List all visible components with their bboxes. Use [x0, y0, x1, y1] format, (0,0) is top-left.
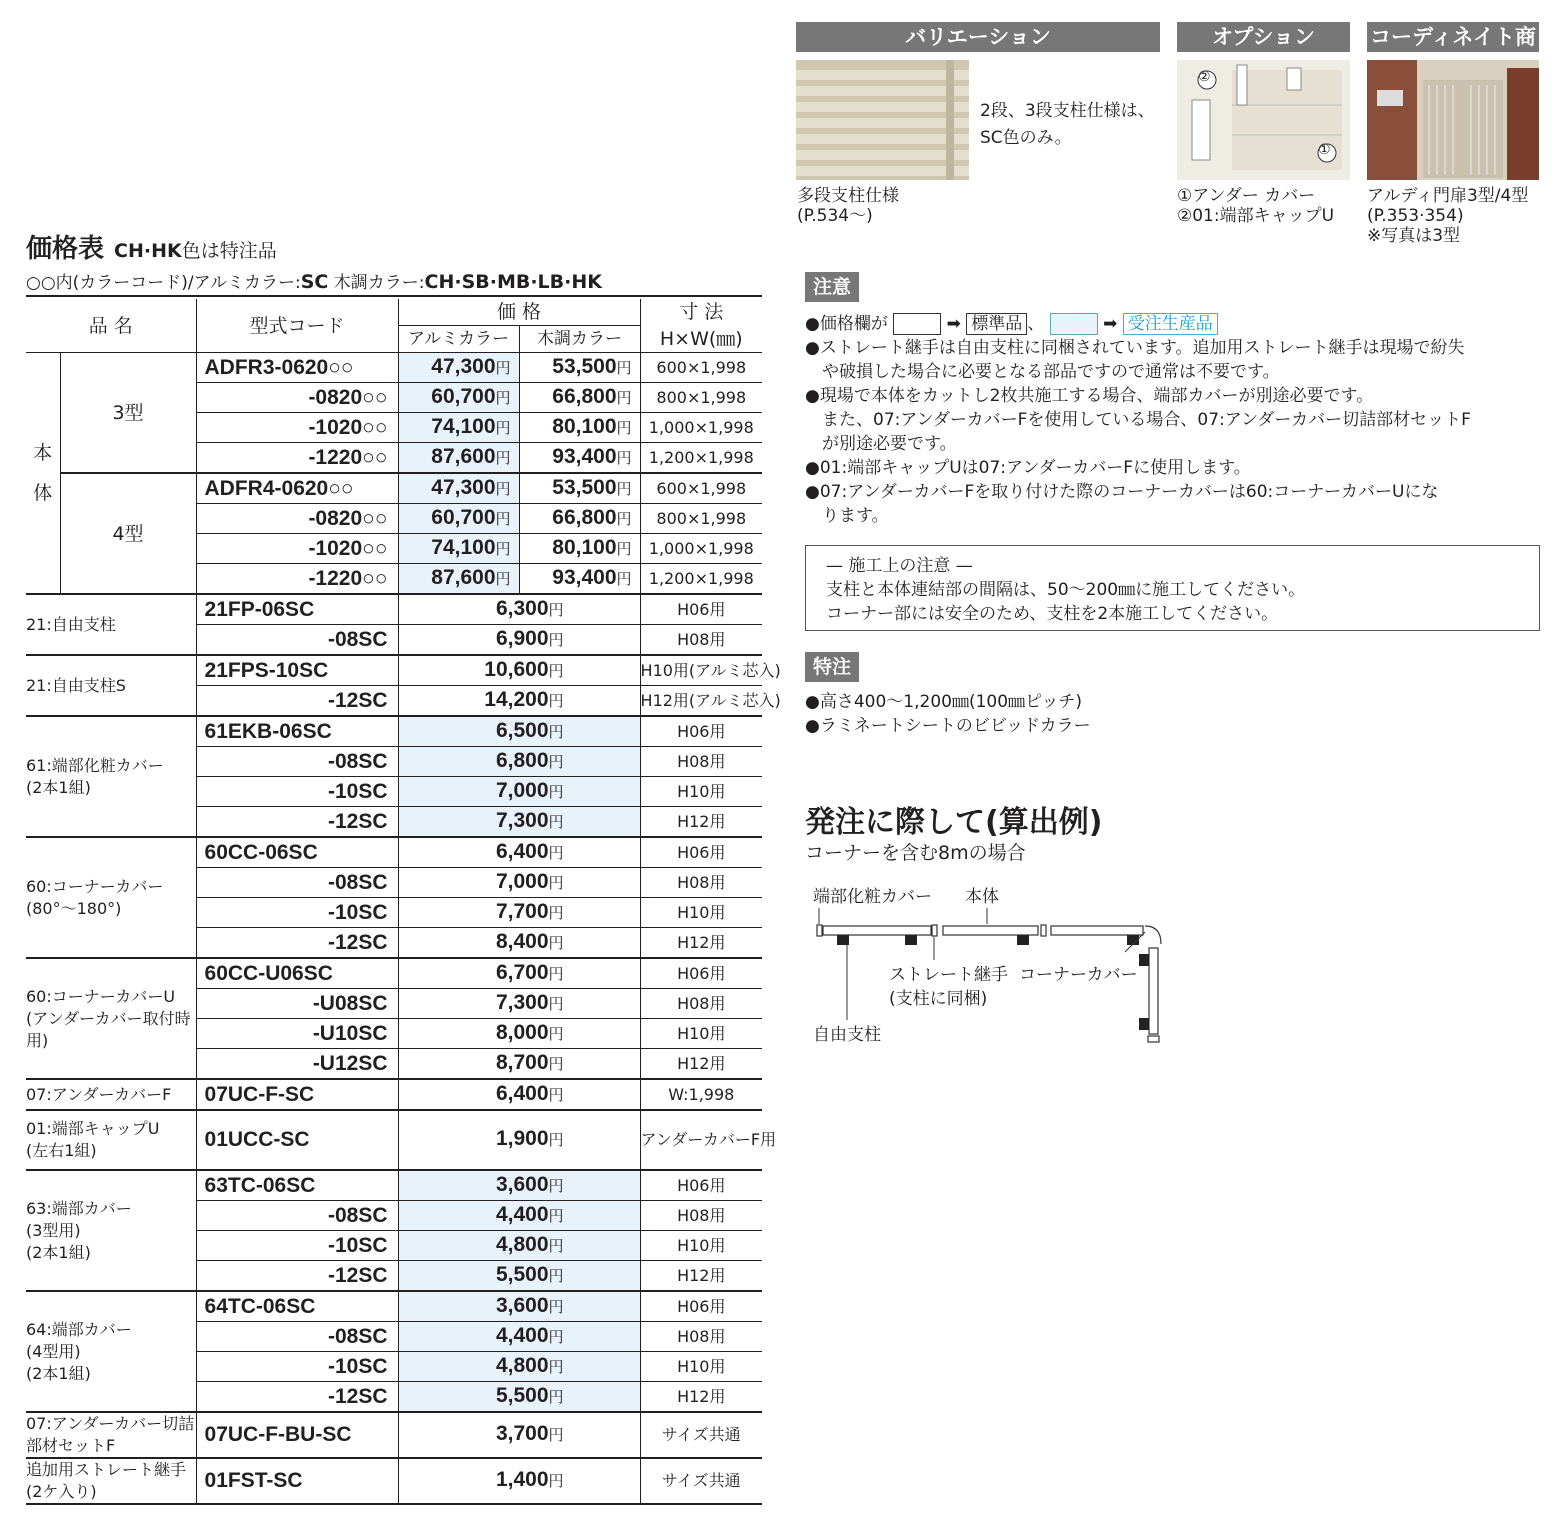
part-name: 07:アンダーカバー切詰部材セットF — [26, 1412, 196, 1458]
type4-label: 4型 — [60, 473, 196, 594]
option-photo — [1177, 60, 1350, 180]
caution-line: ●07:アンダーカバーFを取り付けた際のコーナーカバーは60:コーナーカバーUにな — [805, 482, 1439, 502]
model-code: 01UCC-SC — [196, 1110, 398, 1170]
price-wood: 80,100円 — [519, 534, 640, 564]
price-wood: 66,800円 — [519, 383, 640, 413]
model-code: 21FPS-10SC — [196, 655, 398, 686]
price: 14,200円 — [398, 686, 640, 717]
price: 7,000円 — [398, 777, 640, 807]
price: 6,900円 — [398, 625, 640, 656]
variation-photo — [796, 60, 969, 180]
header-size-unit: H×W(㎜) — [640, 326, 762, 353]
price: 4,800円 — [398, 1352, 640, 1382]
group-label-body: 本体 — [26, 353, 60, 595]
size: H10用 — [640, 1019, 762, 1049]
price-alu: 74,100円 — [398, 534, 519, 564]
size: H12用 — [640, 1049, 762, 1080]
order-example-title: 発注に際して(算出例) — [805, 805, 1103, 840]
order-tag: 受注生産品 — [1123, 313, 1218, 335]
model-code: -U10SC — [196, 1019, 398, 1049]
table-row — [26, 716, 762, 747]
size: 800×1,998 — [640, 504, 762, 534]
table-row — [26, 1458, 762, 1504]
price: 6,500円 — [398, 716, 640, 747]
price: 3,600円 — [398, 1170, 640, 1201]
part-name: 63:端部カバー (3型用) (2本1組) — [26, 1170, 196, 1291]
size: 800×1,998 — [640, 383, 762, 413]
price-wood: 53,500円 — [519, 353, 640, 383]
model-code: -1020○○ — [196, 534, 398, 564]
order-diagram — [805, 880, 1175, 1060]
marker-1: ① — [1318, 142, 1331, 158]
model-code: 60CC-U06SC — [196, 958, 398, 989]
price: 10,600円 — [398, 655, 640, 686]
caution-legend: ●価格欄が ➡ 標準品 、 ➡ 受注生産品 — [805, 312, 1471, 336]
price-wood: 53,500円 — [519, 473, 640, 504]
price-alu: 60,700円 — [398, 383, 519, 413]
order-example-subtitle: コーナーを含む8mの場合 — [805, 842, 1026, 864]
caution-line: ●現場で本体をカットし2枚共施工する場合、端部カバーが別途必要です。 — [805, 386, 1374, 406]
size: H12用 — [640, 807, 762, 838]
table-row — [26, 1170, 762, 1201]
label-joint-sub: (支柱に同梱) — [889, 989, 988, 1009]
table-row — [26, 1079, 762, 1110]
model-code: -08SC — [196, 747, 398, 777]
price: 6,400円 — [398, 1079, 640, 1110]
price-wood: 93,400円 — [519, 443, 640, 474]
model-code: -08SC — [196, 1322, 398, 1352]
size: H12用 — [640, 1261, 762, 1292]
size: H10用 — [640, 1352, 762, 1382]
price: 7,300円 — [398, 989, 640, 1019]
table-row — [26, 837, 762, 868]
standard-swatch — [893, 313, 941, 335]
price-alu: 74,100円 — [398, 413, 519, 443]
price: 7,300円 — [398, 807, 640, 838]
header-alu: アルミカラー — [398, 326, 519, 353]
price: 3,700円 — [398, 1412, 640, 1458]
size: サイズ共通 — [640, 1458, 762, 1504]
price: 4,800円 — [398, 1231, 640, 1261]
price-table-title: 価格表 CH·HK色は特注品 — [26, 234, 277, 264]
price: 8,000円 — [398, 1019, 640, 1049]
part-name: 07:アンダーカバーF — [26, 1079, 196, 1110]
price: 3,600円 — [398, 1291, 640, 1322]
model-code: -10SC — [196, 777, 398, 807]
price-wood: 66,800円 — [519, 504, 640, 534]
model-code: -1220○○ — [196, 564, 398, 595]
coordinate-caption: アルディ門扉3型/4型 (P.353·354) ※写真は3型 — [1367, 186, 1529, 246]
type3-label: 3型 — [60, 353, 196, 474]
special-notes: ●高さ400〜1,200㎜(100㎜ピッチ) ●ラミネートシートのビビッドカラー — [805, 692, 1091, 736]
size: H06用 — [640, 958, 762, 989]
model-code: -U12SC — [196, 1049, 398, 1080]
model-code: -10SC — [196, 1352, 398, 1382]
table-row — [26, 655, 762, 686]
size: サイズ共通 — [640, 1412, 762, 1458]
model-code: 07UC-F-BU-SC — [196, 1412, 398, 1458]
size: W:1,998 — [640, 1079, 762, 1110]
size: H08用 — [640, 747, 762, 777]
caution-line: ります。 — [805, 506, 889, 526]
size: 600×1,998 — [640, 473, 762, 504]
part-name: 64:端部カバー (4型用) (2本1組) — [26, 1291, 196, 1412]
table-row — [26, 473, 762, 504]
header-name: 品 名 — [26, 299, 196, 353]
price: 7,700円 — [398, 898, 640, 928]
size: H12用 — [640, 1382, 762, 1413]
size: H12用(アルミ芯入) — [640, 686, 762, 717]
model-code: -12SC — [196, 1261, 398, 1292]
coordinate-photo — [1367, 60, 1539, 180]
model-code: -12SC — [196, 928, 398, 959]
model-code: -1220○○ — [196, 443, 398, 474]
table-row — [26, 1412, 762, 1458]
price-alu: 87,600円 — [398, 564, 519, 595]
size: 1,000×1,998 — [640, 413, 762, 443]
price-alu: 47,300円 — [398, 353, 519, 383]
size: H08用 — [640, 989, 762, 1019]
model-code: ADFR3-0620○○ — [196, 353, 398, 383]
arrow-right-icon: ➡ — [1103, 314, 1118, 334]
construction-notice-box: — 施工上の注意 — 支柱と本体連結部の間隔は、50〜200㎜に施工してください。 コーナー部には安全のため、支柱を2本施工してください。 — [805, 545, 1540, 631]
size: H08用 — [640, 1322, 762, 1352]
coordinate-header: コーディネイト商 — [1367, 22, 1539, 52]
price: 5,500円 — [398, 1261, 640, 1292]
color-code-line: ○○内(カラーコード)/アルミカラー:SC 木調カラー:CH·SB·MB·LB·HK — [26, 268, 762, 297]
size: H08用 — [640, 625, 762, 656]
price: 6,400円 — [398, 837, 640, 868]
model-code: -0820○○ — [196, 383, 398, 413]
label-post: 自由支柱 — [813, 1025, 881, 1045]
price: 6,800円 — [398, 747, 640, 777]
variation-header: バリエーション — [796, 22, 1160, 52]
price-wood: 93,400円 — [519, 564, 640, 595]
size: アンダーカバーF用 — [640, 1110, 762, 1170]
price: 4,400円 — [398, 1322, 640, 1352]
price: 6,700円 — [398, 958, 640, 989]
model-code: -08SC — [196, 1201, 398, 1231]
model-code: -08SC — [196, 625, 398, 656]
size: H06用 — [640, 837, 762, 868]
size: H06用 — [640, 1291, 762, 1322]
model-code: ADFR4-0620○○ — [196, 473, 398, 504]
caution-line: また、07:アンダーカバーFを使用している場合、07:アンダーカバー切詰部材セットF — [805, 410, 1471, 430]
table-row — [26, 1291, 762, 1322]
model-code: -12SC — [196, 1382, 398, 1413]
caution-line: が別途必要です。 — [805, 434, 957, 454]
price: 6,300円 — [398, 594, 640, 625]
price: 8,400円 — [398, 928, 640, 959]
model-code: 07UC-F-SC — [196, 1079, 398, 1110]
price: 1,900円 — [398, 1110, 640, 1170]
model-code: -10SC — [196, 1231, 398, 1261]
model-code: 60CC-06SC — [196, 837, 398, 868]
size: 1,000×1,998 — [640, 534, 762, 564]
model-code: -08SC — [196, 868, 398, 898]
model-code: 01FST-SC — [196, 1458, 398, 1504]
header-price: 価 格 — [398, 299, 640, 326]
header-code: 型式コード — [196, 299, 398, 353]
price: 1,400円 — [398, 1458, 640, 1504]
model-code: -U08SC — [196, 989, 398, 1019]
size: H08用 — [640, 868, 762, 898]
part-name: 21:自由支柱 — [26, 594, 196, 655]
caution-line: ●01:端部キャップUは07:アンダーカバーFに使用します。 — [805, 458, 1251, 478]
size: H10用 — [640, 898, 762, 928]
price: 7,000円 — [398, 868, 640, 898]
table-row — [26, 958, 762, 989]
price-alu: 60,700円 — [398, 504, 519, 534]
price-wood: 80,100円 — [519, 413, 640, 443]
size: H10用(アルミ芯入) — [640, 655, 762, 686]
size: H10用 — [640, 1231, 762, 1261]
size: H10用 — [640, 777, 762, 807]
caution-notes — [805, 312, 1471, 528]
size: 600×1,998 — [640, 353, 762, 383]
label-body: 本体 — [965, 887, 999, 907]
price: 5,500円 — [398, 1382, 640, 1413]
table-row — [26, 594, 762, 625]
caution-line: ●ストレート継手は自由支柱に同梱されています。追加用ストレート継手は現場で紛失 — [805, 338, 1465, 358]
caution-line: や破損した場合に必要となる部品ですので通常は不要です。 — [805, 362, 1280, 382]
label-joint: ストレート継手 — [889, 965, 1008, 985]
table-row — [26, 1110, 762, 1170]
model-code: 64TC-06SC — [196, 1291, 398, 1322]
table-row — [26, 353, 762, 383]
model-code: -0820○○ — [196, 504, 398, 534]
option-caption: ①アンダー カバー ②01:端部キャップU — [1177, 186, 1335, 226]
model-code: -10SC — [196, 898, 398, 928]
size: H06用 — [640, 1170, 762, 1201]
part-name: 60:コーナーカバー (80°〜180°) — [26, 837, 196, 958]
variation-note: 2段、3段支柱仕様は、 SC色のみ。 — [980, 101, 1155, 148]
model-code: 61EKB-06SC — [196, 716, 398, 747]
variation-caption: 多段支柱仕様 (P.534〜) — [797, 186, 899, 226]
size: H12用 — [640, 928, 762, 959]
price: 4,400円 — [398, 1201, 640, 1231]
price-alu: 47,300円 — [398, 473, 519, 504]
label-end-cover: 端部化粧カバー — [813, 887, 932, 907]
price-table-body — [26, 353, 781, 1505]
size: H08用 — [640, 1201, 762, 1231]
model-code: -12SC — [196, 807, 398, 838]
price-table — [26, 299, 781, 1505]
price: 8,700円 — [398, 1049, 640, 1080]
model-code: 21FP-06SC — [196, 594, 398, 625]
standard-tag: 標準品 — [966, 313, 1027, 335]
price-alu: 87,600円 — [398, 443, 519, 474]
marker-2: ② — [1198, 69, 1211, 85]
arrow-right-icon: ➡ — [946, 314, 961, 334]
label-corner: コーナーカバー — [1019, 965, 1138, 985]
option-header: オプション — [1177, 22, 1350, 52]
caution-label: 注意 — [805, 272, 859, 302]
part-name: 61:端部化粧カバー (2本1組) — [26, 716, 196, 837]
size: 1,200×1,998 — [640, 564, 762, 595]
part-name: 21:自由支柱S — [26, 655, 196, 716]
special-label: 特注 — [805, 652, 859, 682]
model-code: -1020○○ — [196, 413, 398, 443]
size: H06用 — [640, 716, 762, 747]
size: 1,200×1,998 — [640, 443, 762, 474]
model-code: 63TC-06SC — [196, 1170, 398, 1201]
size: H06用 — [640, 594, 762, 625]
part-name: 60:コーナーカバーU (アンダーカバー取付時用) — [26, 958, 196, 1079]
part-name: 01:端部キャップU (左右1組) — [26, 1110, 196, 1170]
order-swatch — [1050, 313, 1098, 335]
header-wood: 木調カラー — [519, 326, 640, 353]
header-size: 寸 法 — [679, 301, 724, 324]
model-code: -12SC — [196, 686, 398, 717]
part-name: 追加用ストレート継手(2ケ入り) — [26, 1458, 196, 1504]
